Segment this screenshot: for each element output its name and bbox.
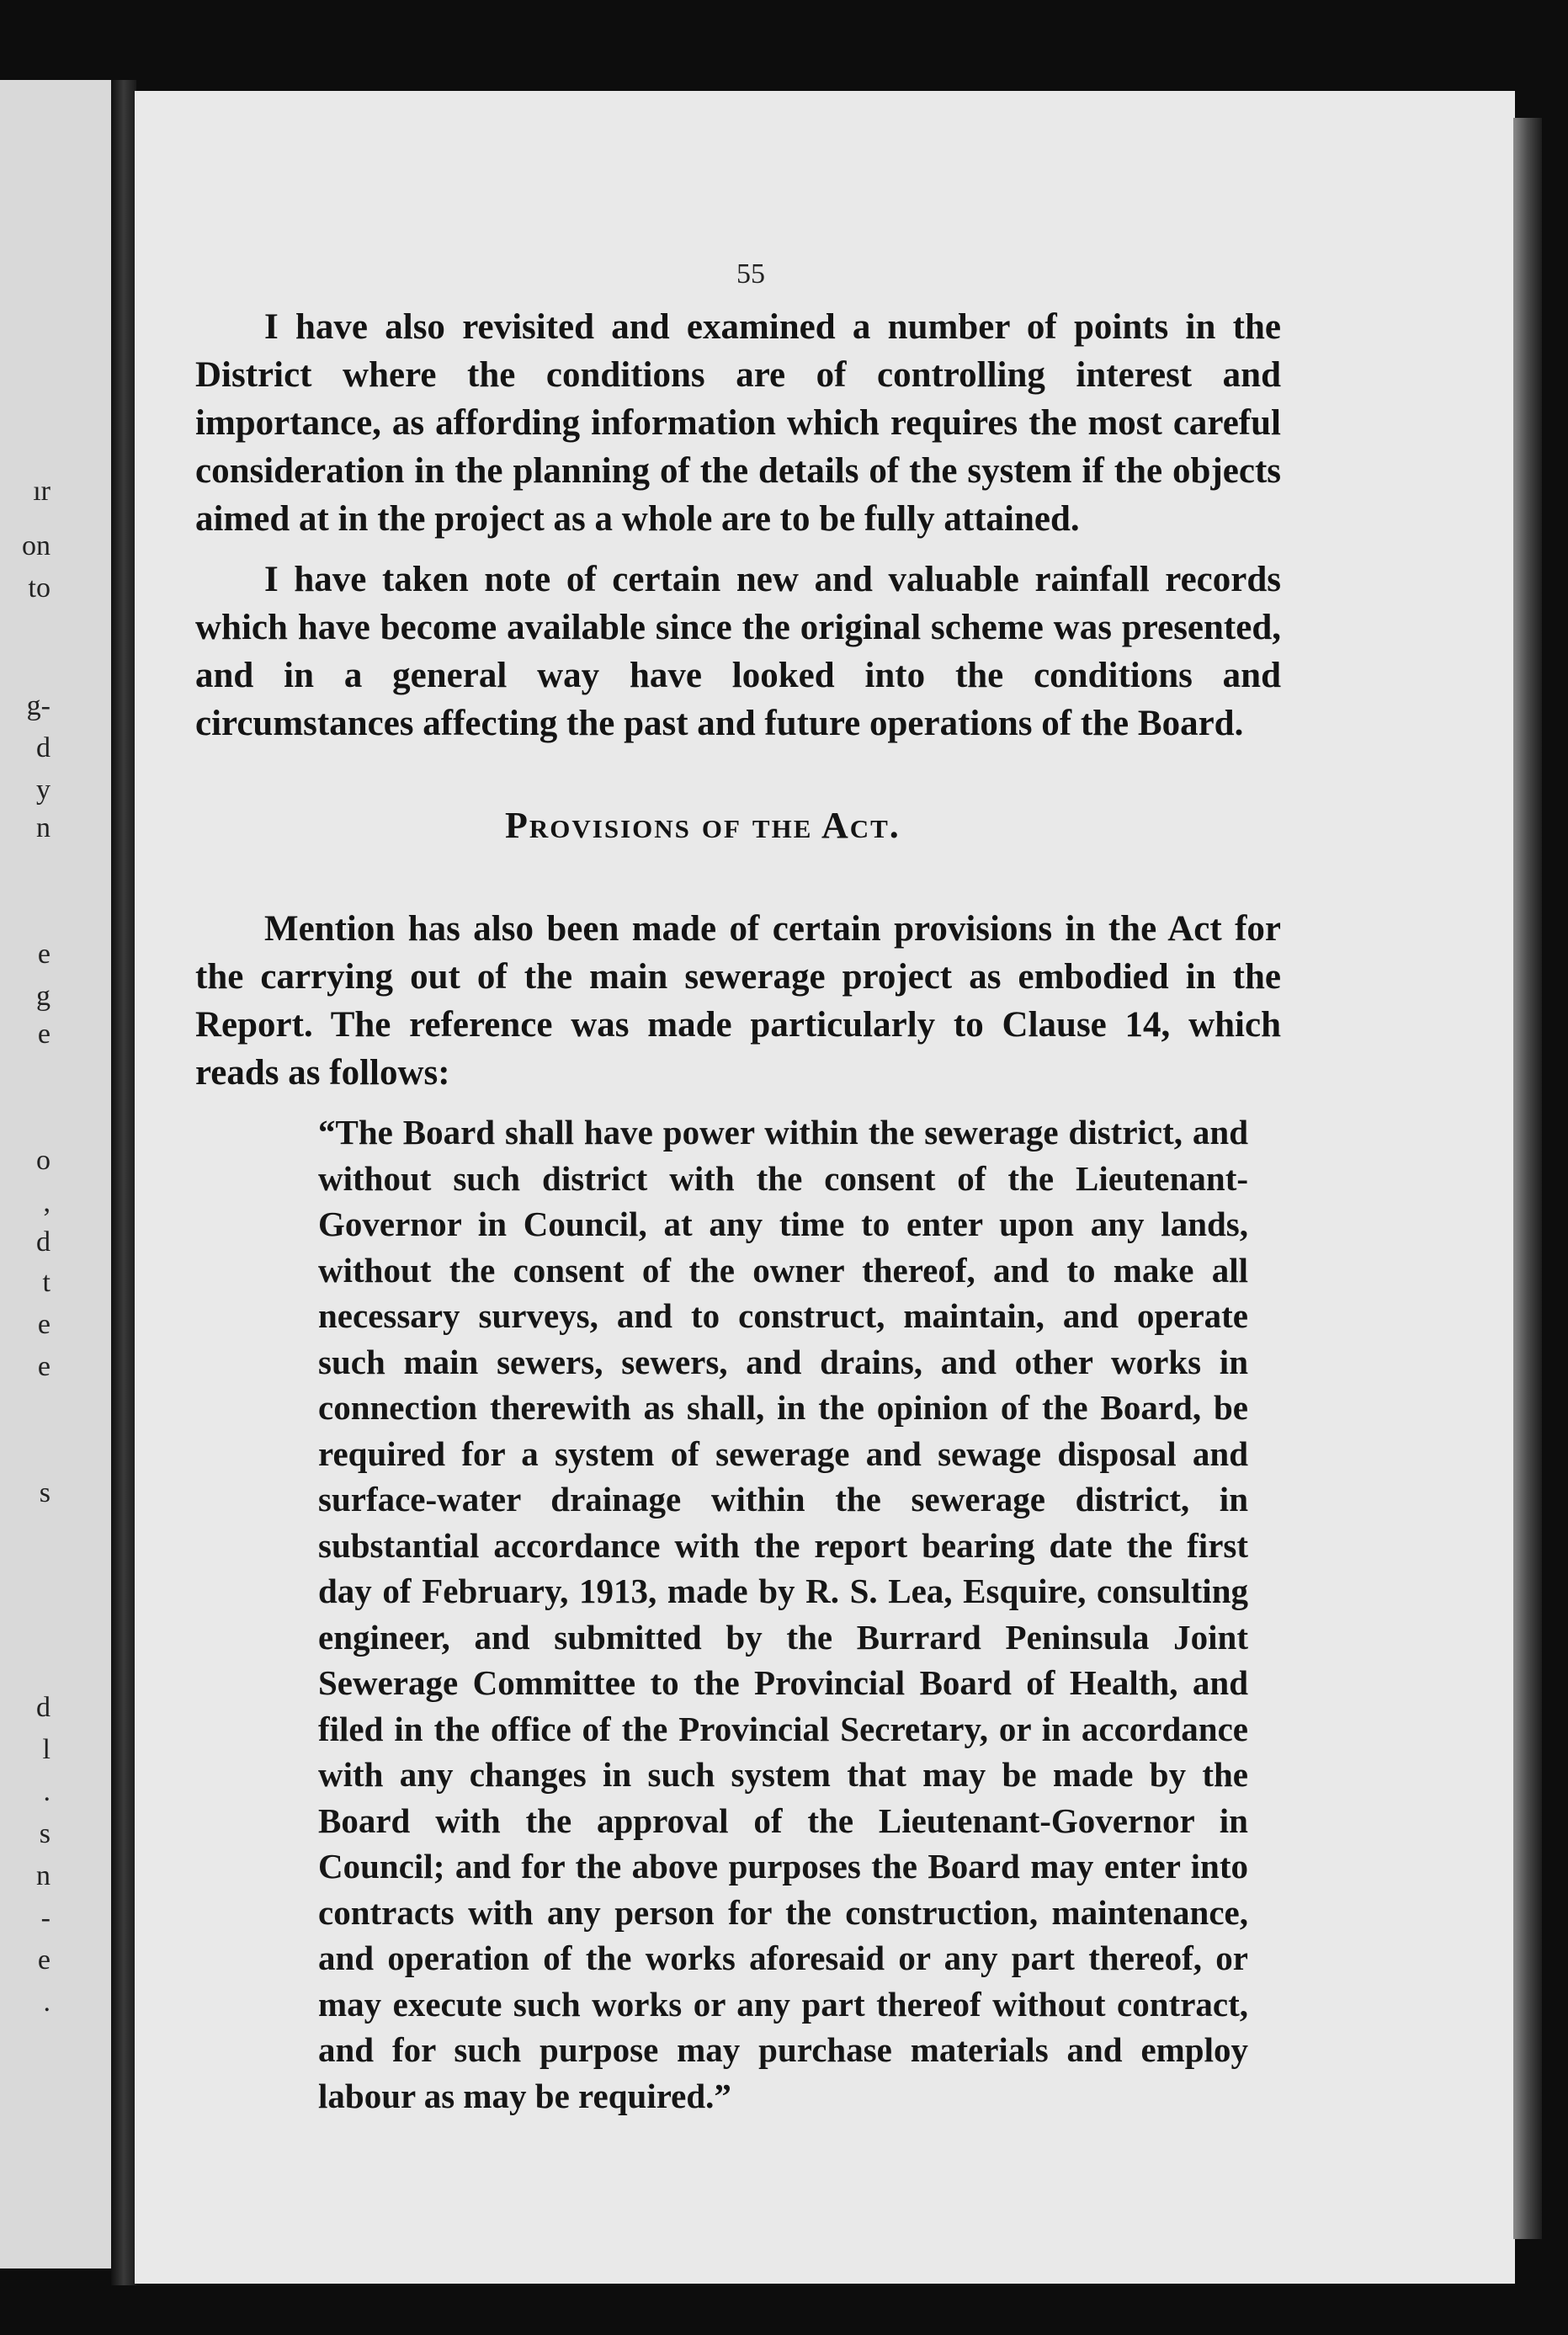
left-fragment: on — [22, 530, 50, 561]
left-fragment: d — [36, 1226, 50, 1258]
paragraph-3-text: Mention has also been made of certain provisions in the Act for the carrying out of the main sewerage project as embodied in the Report. The reference was made particularly to Clause 14, which reads as follows: — [195, 909, 1281, 1093]
left-fragment: o — [36, 1145, 50, 1176]
book-gutter — [111, 80, 136, 2285]
left-fragment: n — [36, 812, 50, 843]
left-fragment: e — [37, 939, 50, 970]
section-heading: Provisions of the Act. — [505, 805, 901, 846]
paragraph-1 — [195, 303, 1281, 543]
left-fragment: l — [42, 1734, 50, 1765]
left-fragment: . — [43, 1776, 50, 1807]
left-fragment: - — [40, 1902, 50, 1933]
left-fragment: e — [37, 1309, 50, 1340]
page-edge-shadow — [1513, 118, 1542, 2239]
left-fragment: e — [37, 1019, 50, 1050]
left-fragment: n — [36, 1860, 50, 1891]
quoted-clause — [318, 1109, 1248, 2119]
left-fragment: t — [42, 1267, 50, 1298]
left-fragment: ır — [33, 476, 50, 507]
left-fragment: s — [39, 1818, 50, 1849]
left-fragment: g- — [26, 690, 50, 721]
page-number: 55 — [736, 258, 765, 290]
left-fragment: to — [28, 572, 50, 604]
quoted-clause-text: “The Board shall have power within the sewerage district, and without such district with the consent of the Lieutenant-Governor in Council, at any time to enter upon any lands, without the consent of the owner thereof, and to make all necessary surveys, and to construct, maintain, and operate such main sewers, sewers, and drains, and other works in connection therewith as shall, in the opinion of the Board, be required for a system of sewerage and sewage disposal and surface-water drainage within the sewerage district, in substantial accordance with the report bearing date the first day of February, 1913, made by R. S. Lea, Esquire, consulting engineer, and submitted by the Burrard Peninsula Joint Sewerage Committee to the Provincial Board of Health, and filed in the office of the Provincial Secretary, or in accordance with any changes in such system that may be made by the Board with the approval of the Lieutenant-Governor in Council; and for the above purposes the Board may enter into contracts with any person for the construction, maintenance, and operation of the works aforesaid or any part thereof, or may execute such works or any part thereof without contract, and for such purpose may purchase materials and employ labour as may be required.” — [318, 1113, 1248, 2115]
left-fragment: , — [43, 1187, 50, 1218]
left-fragment: s — [39, 1477, 50, 1508]
facing-page — [0, 80, 111, 2269]
left-fragment: e — [37, 1351, 50, 1382]
paragraph-2 — [195, 556, 1281, 747]
left-fragment: y — [36, 774, 50, 806]
paragraph-1-text: I have also revisited and examined a number of points in the District where the conditions are of controlling interest and importance, as affording information which requires the most careful consideration in the planning of the details of the system if the objects aimed at in the project as a whole are to be fully attained. — [195, 307, 1281, 539]
left-fragment: d — [36, 1692, 50, 1723]
paragraph-2-text: I have taken note of certain new and valuable rainfall records which have become available since the original scheme was presented, and in a general way have looked into the conditions and circumstances affecting the past and future operations of the Board. — [195, 560, 1281, 743]
paragraph-3 — [195, 905, 1281, 1097]
left-fragment: g — [36, 981, 50, 1012]
left-fragment: e — [37, 1944, 50, 1976]
left-fragment: . — [43, 1987, 50, 2018]
left-fragment: d — [36, 732, 50, 763]
